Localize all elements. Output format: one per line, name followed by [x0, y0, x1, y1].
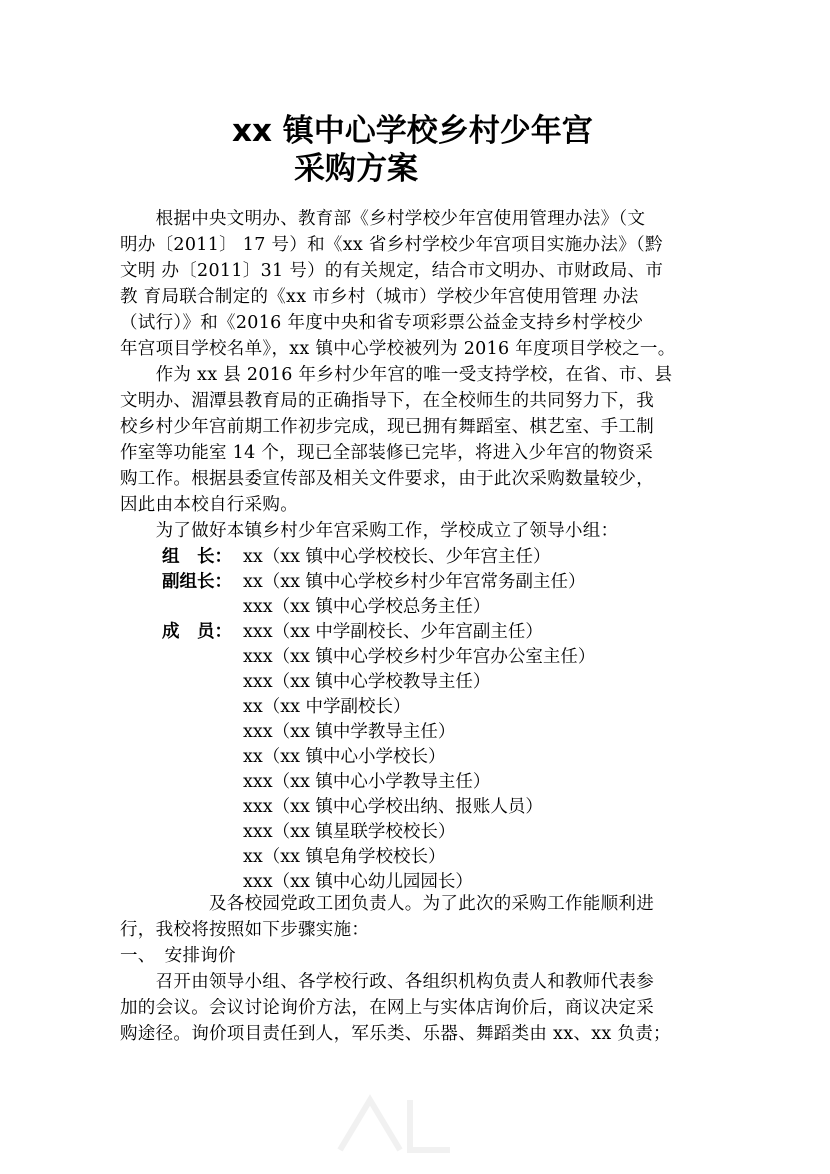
- paragraph-line: 文明办、湄潭县教育局的正确指导下，在全校师生的共同努力下，我: [120, 391, 654, 411]
- deputy-value: xx（xx 镇中心学校乡村少年宫常务副主任）: [243, 572, 586, 592]
- paragraph-line: 校乡村少年宫前期工作初步完成，现已拥有舞蹈室、棋艺室、手工制: [120, 417, 654, 437]
- paragraph-line: 购工作。根据县委宣传部及相关文件要求，由于此次采购数量较少，: [120, 469, 654, 489]
- paragraph-line: 加的会议。会议讨论询价方法，在网上与实体店询价后，商议决定采: [120, 998, 654, 1018]
- paragraph-line: 召开由领导小组、各学校行政、各组织机构负责人和教师代表参: [120, 972, 654, 992]
- leader-value: xx（xx 镇中心学校校长、少年宫主任）: [243, 547, 551, 567]
- paragraph-line: 教 育局联合制定的《xx 市乡村（城市）学校少年宫使用管理 办法: [120, 287, 639, 307]
- paragraph-line: 明办〔2011〕 17 号）和《xx 省乡村学校少年宫项目实施办法》（黔: [120, 235, 663, 255]
- member-item: xxx（xx 镇中心学校教导主任）: [243, 672, 491, 692]
- member-item: xxx（xx 中学副校长、少年宫副主任）: [243, 622, 543, 642]
- paragraph-line: 及各校园党政工团负责人。为了此次的采购工作能顺利进: [120, 894, 654, 914]
- paragraph-line: 为了做好本镇乡村少年宫采购工作，学校成立了领导小组：: [120, 521, 619, 541]
- paragraph-line: 作室等功能室 14 个，现已全部装修已完毕，将进入少年宫的物资采: [120, 443, 653, 463]
- paragraph-line: 购途径。询价项目责任到人，军乐类、乐器、舞蹈类由 xx、xx 负责；: [120, 1024, 671, 1044]
- paragraph-line: 根据中央文明办、教育部《乡村学校少年宫使用管理办法》（文: [120, 209, 646, 229]
- deputy-label: 副组长：: [162, 572, 232, 592]
- members-label: 成 员：: [162, 622, 232, 642]
- paragraph-line: 因此由本校自行采购。: [120, 495, 298, 515]
- paragraph-line: 行，我校将按照如下步骤实施：: [120, 920, 370, 940]
- member-item: xxx（xx 镇中心学校出纳、报账人员）: [243, 797, 543, 817]
- member-item: xxx（xx 镇中学教导主任）: [243, 722, 456, 742]
- member-item: xxx（xx 镇中心幼儿园园长）: [243, 872, 473, 892]
- member-item: xx（xx 镇中心小学校长）: [243, 747, 446, 767]
- member-item: xxx（xx 镇星联学校校长）: [243, 822, 456, 842]
- member-item: xxx（xx 镇中心小学教导主任）: [243, 772, 491, 792]
- section-heading: 一、 安排询价: [120, 946, 236, 966]
- document-title-line2: 采购方案: [294, 151, 418, 187]
- document-title-line1: xx 镇中心学校乡村少年宫: [232, 113, 593, 149]
- member-item: xx（xx 中学副校长）: [243, 697, 411, 717]
- watermark-logo: [330, 1080, 470, 1160]
- member-item: xxx（xx 镇中心学校乡村少年宫办公室主任）: [243, 647, 596, 667]
- deputy-value-2: xxx（xx 镇中心学校总务主任）: [243, 597, 491, 617]
- leader-label: 组 长：: [162, 547, 232, 567]
- paragraph-line: 文明 办〔2011〕31 号）的有关规定，结合市文明办、市财政局、市: [120, 261, 664, 281]
- paragraph-line: （试行）》和《2016 年度中央和省专项彩票公益金支持乡村学校少: [120, 313, 644, 333]
- member-item: xx（xx 镇皂角学校校长）: [243, 847, 446, 867]
- paragraph-line: 年宫项目学校名单》，xx 镇中心学校被列为 2016 年度项目学校之一。: [120, 339, 676, 359]
- paragraph-line: 作为 xx 县 2016 年乡村少年宫的唯一受支持学校，在省、市、县: [120, 365, 673, 385]
